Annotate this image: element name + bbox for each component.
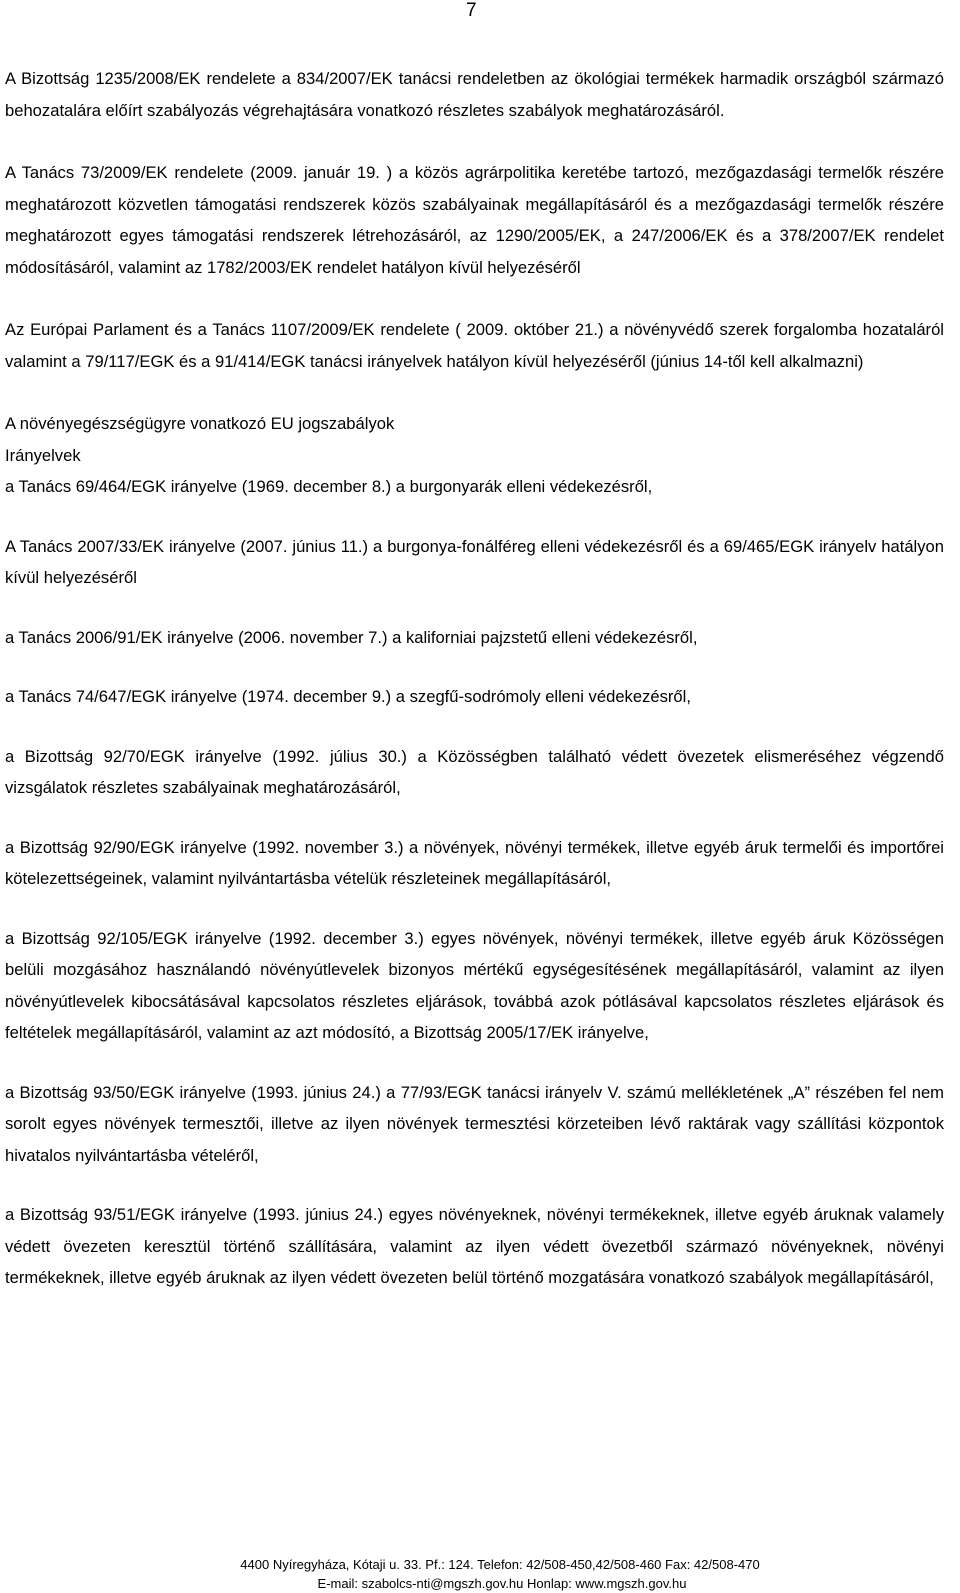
footer-address: 4400 Nyíregyháza, Kótaji u. 33. Pf.: 124. Telefon: 42/508-450,42/508-460 Fax: 42/508-470: [240, 1557, 760, 1572]
section-heading: A növényegészségügyre vonatkozó EU jogszabályok: [5, 414, 395, 433]
document-body: [5, 63, 944, 1294]
directive-2007-33: A Tanács 2007/33/EK irányelve (2007. június 11.) a burgonya-fonálféreg elleni védekezésről és a 69/465/EGK irányelv hatályon kívül helyezéséről: [5, 536, 944, 587]
paragraph-regulation-1235-2008: A Bizottság 1235/2008/EK rendelete a 834/2007/EK tanácsi rendeletben az ökológiai termékek harmadik országból származó behozatalára előírt szabályozás végrehajtására vonatkozó részletes szabályok meghatározásáról.: [5, 69, 944, 120]
directive-69-464: a Tanács 69/464/EGK irányelve (1969. december 8.) a burgonyarák elleni védekezésről,: [5, 477, 653, 496]
section-subheading: Irányelvek: [5, 445, 81, 465]
directive-93-51: a Bizottság 93/51/EGK irányelve (1993. június 24.) egyes növényeknek, növényi termékeknek, illetve egyéb áruknak valamely védett övezeten keresztül történő szállítására, valamint az ilyen védett övezetből származó növényeknek, növényi termékeknek, illetve egyéb áruknak az ilyen védett övezeten belül történő mozgatására vonatkozó szabályok megállapításáról,: [5, 1205, 944, 1287]
page-footer: [0, 1555, 960, 1593]
directive-74-647: a Tanács 74/647/EGK irányelve (1974. december 9.) a szegfű-sodrómoly elleni védekezésről,: [5, 687, 691, 706]
directive-92-105: a Bizottság 92/105/EGK irányelve (1992. december 3.) egyes növények, növényi termékek, illetve egyéb áruk Közösségen belüli mozgásához használandó növényútlevelek bizonyos mértékű egységesítésének megállapításáról, valamint az ilyen növényútlevelek kibocsátásával kapcsolatos részletes eljárások, továbbá azok pótlásával kapcsolatos részletes eljárások és feltételek megállapításáról, valamint az azt módosító, a Bizottság 2005/17/EK irányelve,: [5, 928, 944, 1042]
footer-contact: E-mail: szabolcs-nti@mgszh.gov.hu Honlap: www.mgszh.gov.hu: [317, 1576, 687, 1591]
directive-92-70: a Bizottság 92/70/EGK irányelve (1992. július 30.) a Közösségben található védett övezetek elismeréséhez végzendő vizsgálatok részletes szabályainak meghatározásáról,: [5, 746, 944, 797]
directive-2006-91: a Tanács 2006/91/EK irányelve (2006. november 7.) a kaliforniai pajzstetű elleni védekezésről,: [5, 627, 698, 647]
directive-93-50: a Bizottság 93/50/EGK irányelve (1993. június 24.) a 77/93/EGK tanácsi irányelv V. számú mellékletének „A” részében fel nem sorolt egyes növények termesztői, illetve az ilyen növények termesztési körzeteiben lévő raktárak vagy szállítási központok hivatalos nyilvántartásba vételéről,: [5, 1082, 944, 1165]
directive-92-90: a Bizottság 92/90/EGK irányelve (1992. november 3.) a növények, növényi termékek, illetve egyéb áruk termelői és importőrei kötelezettségeinek, valamint nyilvántartásba vételük részleteinek megállapításáról,: [5, 837, 944, 888]
paragraph-regulation-1107-2009: Az Európai Parlament és a Tanács 1107/2009/EK rendelete ( 2009. október 21.) a növényvédő szerek forgalomba hozataláról valamint a 79/117/EGK és a 91/414/EGK tanácsi irányelvek hatályon kívül helyezéséről (június 14-től kell alkalmazni): [5, 320, 944, 371]
page-number: 7: [466, 0, 477, 21]
paragraph-regulation-73-2009: A Tanács 73/2009/EK rendelete (2009. január 19. ) a közös agrárpolitika keretébe tartozó, mezőgazdasági termelők részére meghatározott közvetlen támogatási rendszerek közös szabályainak megállapításáról és a mezőgazdasági termelők részére meghatározott egyes támogatási rendszerek létrehozásáról, az 1290/2005/EK, a 247/2006/EK és a 378/2007/EK rendelet módosításáról, valamint az 1782/2003/EK rendelet hatályon kívül helyezéséről: [5, 163, 944, 277]
